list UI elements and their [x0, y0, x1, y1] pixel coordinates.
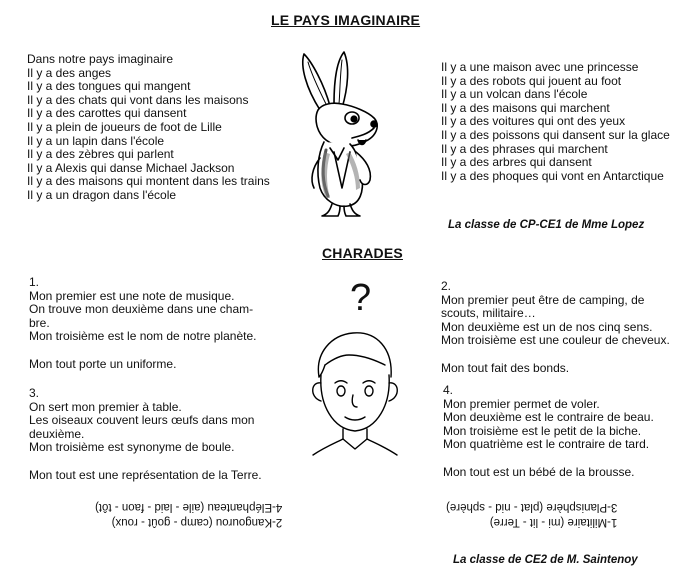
poem-line: Il y a un volcan dans l'école — [441, 87, 588, 102]
question-mark: ? — [350, 277, 372, 319]
poem-line: Il y a des poissons qui dansent sur la glace — [441, 127, 670, 142]
answers-left-upside-down — [95, 499, 282, 529]
charade-number: 2. — [441, 279, 452, 293]
charade-line: Mon premier peut être de camping, de — [441, 292, 645, 307]
charade-line: Mon troisième est le nom de notre planète. — [29, 329, 257, 344]
answers-right-upside-down — [446, 499, 617, 529]
poem-line: Il y a des arbres qui dansent — [441, 155, 592, 170]
charade-line: Mon deuxième est un de nos cinq sens. — [441, 319, 653, 334]
charade-total: Mon tout est une représentation de la Terre. — [29, 467, 262, 482]
poem-title: LE PAYS IMAGINAIRE — [271, 12, 421, 28]
charade-line: Mon troisième est le petit de la biche. — [443, 423, 642, 438]
answer-line: 3-Planisphère (plat - nid - sphère) — [446, 501, 618, 513]
poem-left-column — [27, 53, 270, 203]
poem-line: Il y a des phoques qui vont en Antarctique — [441, 168, 664, 183]
poem-line: Il y a des anges — [27, 65, 112, 80]
charade-total: Mon tout porte un uniforme. — [29, 356, 177, 371]
charade-number: 4. — [443, 383, 454, 397]
charade-line: Mon premier permet de voler. — [443, 396, 600, 411]
charade-line: On trouve mon deuxième dans une cham- — [29, 302, 254, 317]
charade-line: deuxième. — [29, 426, 85, 441]
poem-line: Il y a des maisons qui marchent — [441, 100, 610, 115]
charade-total: Mon tout fait des bonds. — [441, 360, 570, 375]
charade-line: Mon quatrième est le contraire de tard. — [443, 437, 650, 452]
answer-line: 2-Kangourou (camp - goût - roux) — [111, 516, 283, 528]
poem-line: Il y a Alexis qui danse Michael Jackson — [27, 160, 235, 175]
charade-number: 1. — [29, 275, 40, 289]
poem-line: Il y a des chats qui vont dans les maisons — [27, 92, 249, 107]
poem-line: Il y a un dragon dans l'école — [27, 187, 177, 202]
charade-1 — [29, 276, 256, 371]
poem-line: Il y a des zèbres qui parlent — [27, 147, 174, 162]
charade-line: Mon troisième est une couleur de cheveux. — [441, 333, 670, 348]
charades-credit: La classe de CE2 de M. Saintenoy — [453, 554, 638, 566]
charade-line: On sert mon premier à table. — [29, 399, 182, 414]
charade-line: Mon premier est une note de musique. — [29, 288, 235, 303]
charade-line: Mon troisième est synonyme de boule. — [29, 440, 235, 455]
poem-line: Il y a des carottes qui dansent — [27, 106, 187, 121]
charade-line: Les oiseaux couvent leurs œufs dans mon — [29, 413, 255, 428]
answer-line: 1-Militaire (mi - lit - Terre) — [489, 516, 618, 528]
poem-line: Il y a une maison avec une princesse — [441, 60, 639, 74]
charade-line: Mon deuxième est le contraire de beau. — [443, 410, 654, 425]
poem-credit: La classe de CP-CE1 de Mme Lopez — [448, 219, 645, 231]
charade-number: 3. — [29, 386, 40, 400]
charade-total: Mon tout est un bébé de la brousse. — [443, 464, 635, 479]
answer-line: 4-Eléphanteau (aile - laid - faon - tôt) — [95, 501, 283, 513]
poem-line: Il y a des robots qui jouent au foot — [441, 73, 622, 88]
poem-line: Il y a un lapin dans l'école — [27, 133, 165, 148]
charade-4 — [443, 384, 654, 479]
poem-line: Il y a plein de joueurs de foot de Lille — [27, 119, 222, 134]
rabbit-illustration — [290, 48, 390, 218]
poem-line: Dans notre pays imaginaire — [27, 52, 174, 66]
charade-line: scouts, militaire… — [441, 306, 536, 321]
boy-face-illustration — [295, 325, 415, 460]
charades-title: CHARADES — [322, 245, 403, 261]
poem-right-column — [441, 61, 670, 183]
poem-line: Il y a des maisons qui montent dans les trains — [27, 174, 270, 189]
charade-2 — [441, 280, 670, 375]
charade-line: bre. — [29, 315, 50, 330]
poem-line: Il y a des tongues qui mangent — [27, 79, 191, 94]
poem-line: Il y a des phrases qui marchent — [441, 141, 608, 156]
charade-3 — [29, 387, 262, 482]
poem-line: Il y a des voitures qui ont des yeux — [441, 114, 626, 129]
